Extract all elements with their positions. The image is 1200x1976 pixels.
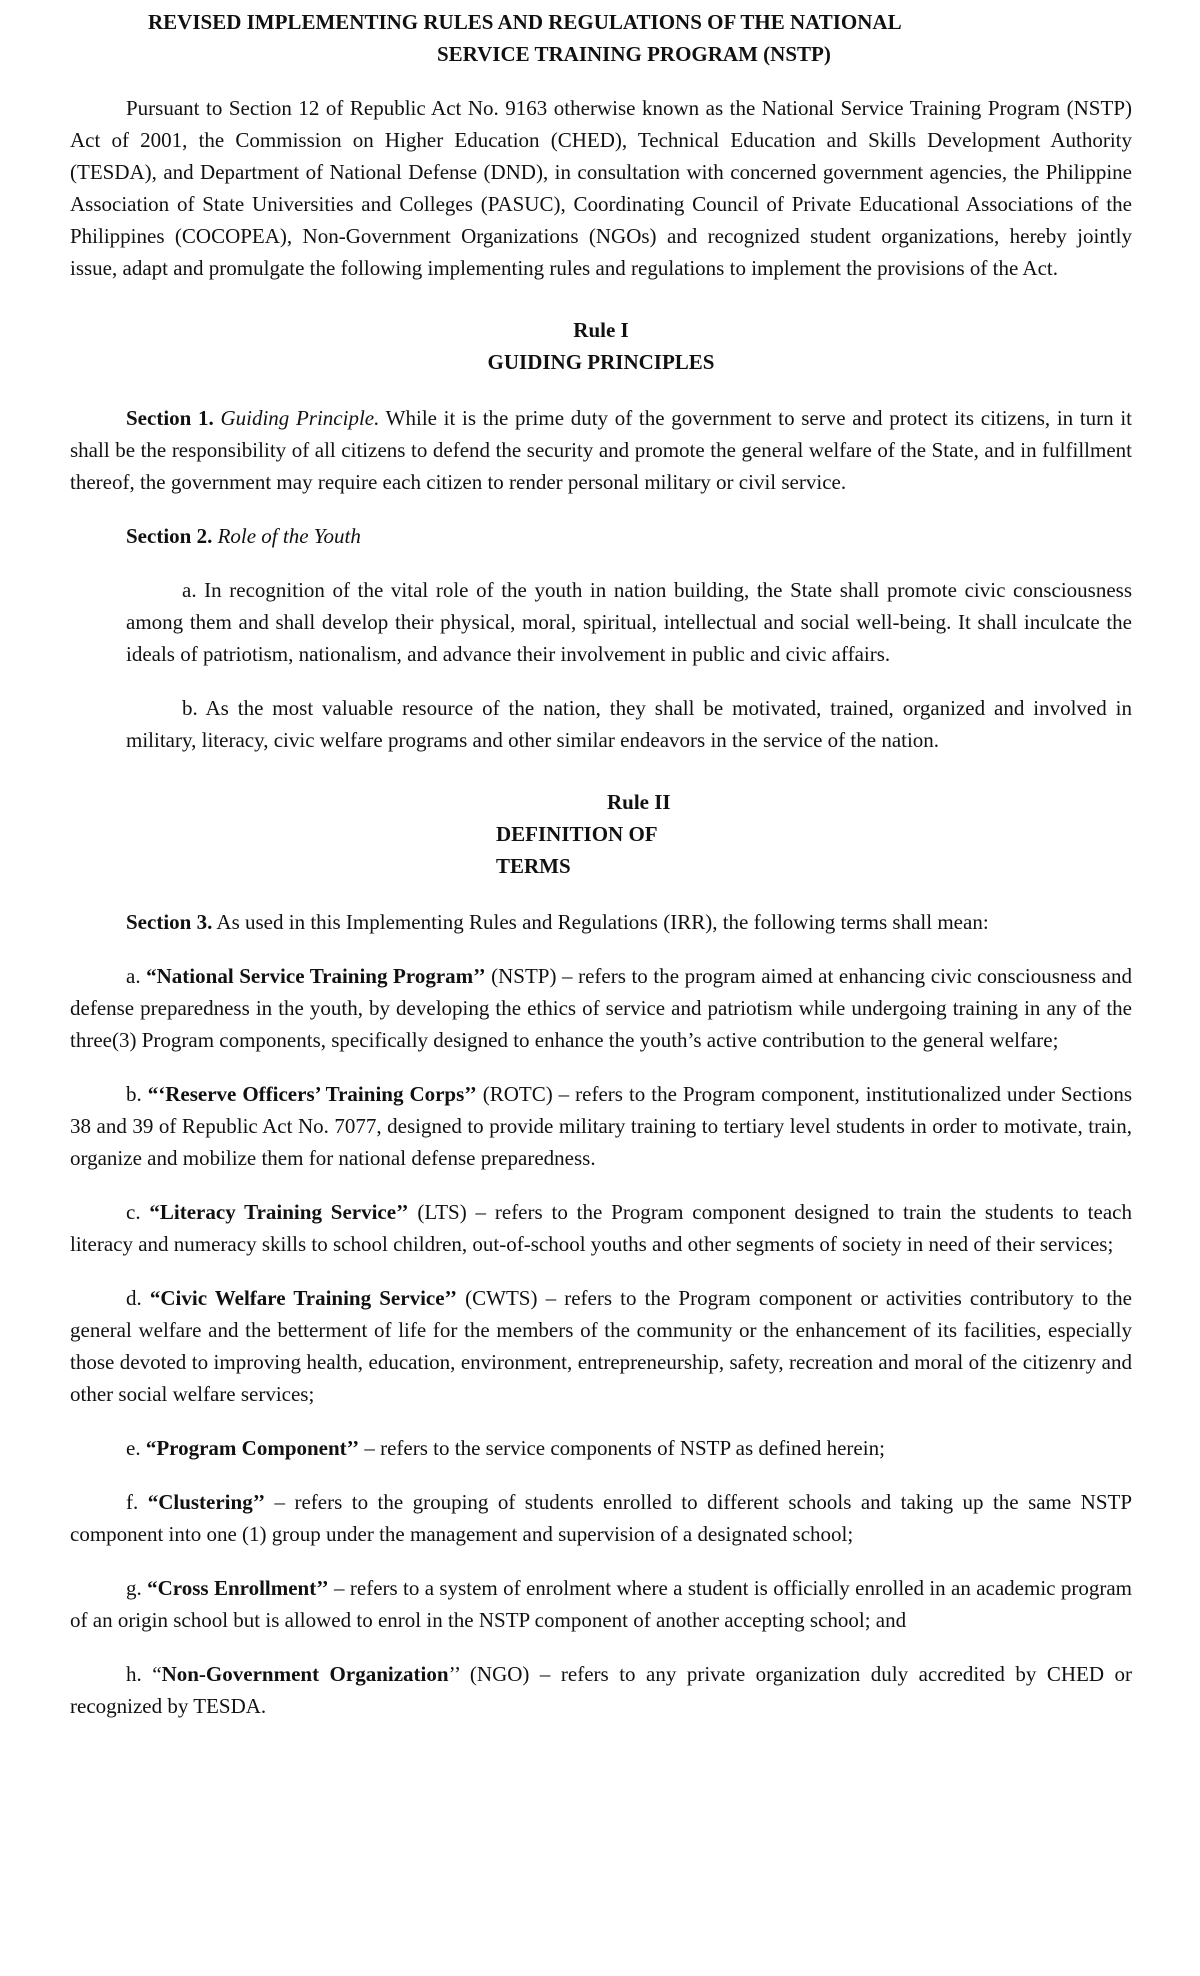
intro-paragraph: Pursuant to Section 12 of Republic Act No. 9163 otherwise known as the National Service Training Program (NSTP) Act of 2001, the Commission on Higher Education (CHED), Technical Education and Skills Development Authority (TESDA), and Department of National Defense (DND), in consultation with concerned government agencies, the Philippine Association of State Universities and Colleges (PASUC), Coordinating Council of Private Educational Associations of the Philippines (COCOPEA), Non-Government Organizations (NGOs) and recognized student organizations, hereby jointly issue, adapt and promulgate the following implementing rules and regulations to implement the provisions of the Act. [70,96,1132,280]
definition-c-prefix: c. [126,1200,150,1224]
section-1-heading: Guiding Principle. [220,406,380,430]
definition-b [70,1078,1132,1174]
section-1-label: Section 1. [126,406,214,430]
definition-h-prefix: h. “ [126,1662,162,1686]
definition-g [70,1572,1132,1636]
definition-g-prefix: g. [126,1576,148,1600]
definition-f [70,1486,1132,1550]
definition-d-text: (CWTS) – refers to the Program component or activities contributory to the general welfare and the betterment of life for the members of the community or the enhancement of its facilities, especially those devoted to improving health, education, environment, entrepreneurship, safety, recreation and moral of the citizenry and other social welfare services; [70,1286,1132,1406]
definition-b-text: (ROTC) – refers to the Program component, institutionalized under Sections 38 and 39 of Republic Act No. 7077, designed to provide military training to tertiary level students in order to motivate, train, organize and mobilize them for national defense preparedness. [70,1082,1132,1170]
definition-a-prefix: a. [126,964,147,988]
section-2-item-a: a. In recognition of the vital role of the youth in nation building, the State shall promote civic consciousness among them and shall develop their physical, moral, spiritual, intellectual and social well-being. It shall inculcate the ideals of patriotism, nationalism, and advance their involvement in public and civic affairs. [126,578,1132,666]
section-3-label: Section 3. [126,910,213,934]
rule-1-title: GUIDING PRINCIPLES [487,350,715,374]
definition-c-text: (LTS) – refers to the Program component designed to train the students to teach literacy and numeracy skills to school children, out-of-school youths and other segments of society in need of their services; [70,1200,1132,1256]
section-2-label: Section 2. [126,524,213,548]
rule-2-title-line-2: TERMS [496,854,571,878]
definition-c-term: “Literacy Training Service’’ [149,1200,409,1224]
section-3-text: As used in this Implementing Rules and Regulations (IRR), the following terms shall mean: [212,910,989,934]
definition-a-term: “National Service Training Program’’ [146,964,486,988]
section-2-heading: Role of the Youth [217,524,361,548]
definition-h-term: Non-Government Organization [161,1662,449,1686]
document-title-line-1: REVISED IMPLEMENTING RULES AND REGULATIONS OF THE NATIONAL [148,10,902,34]
rule-1-number: Rule I [573,318,629,342]
definition-a [70,960,1132,1056]
definition-f-term: “Clustering’’ [147,1490,266,1514]
definition-e-text: – refers to the service components of NSTP as defined herein; [359,1436,885,1460]
section-2-item-b: b. As the most valuable resource of the nation, they shall be motivated, trained, organized and involved in military, literacy, civic welfare programs and other similar endeavors in the service of the nation. [126,696,1132,752]
definition-a-text: (NSTP) – refers to the program aimed at enhancing civic consciousness and defense preparedness in the youth, by developing the ethics of service and patriotism while undergoing training in any of the three(3) Program components, specifically designed to enhance the youth’s active contribution to the general welfare; [70,964,1132,1052]
definition-e-prefix: e. [126,1436,146,1460]
definition-h-text: ’’ (NGO) – refers to any private organization duly accredited by CHED or recognized by TESDA. [70,1662,1132,1718]
definition-e [70,1432,1132,1464]
definition-b-prefix: b. [126,1082,148,1106]
document-title-line-2: SERVICE TRAINING PROGRAM (NSTP) [437,42,831,66]
rule-2-heading [70,786,1132,882]
section-1 [70,402,1132,498]
section-1-text: While it is the prime duty of the government to serve and protect its citizens, in turn it shall be the responsibility of all citizens to defend the security and promote the general welfare of the State, and in fulfillment thereof, the government may require each citizen to render personal military or civil service. [70,406,1133,494]
definition-f-prefix: f. [126,1490,148,1514]
section-3 [70,906,1132,938]
definition-d [70,1282,1132,1410]
rule-1-heading [70,314,1132,378]
definition-h [70,1658,1132,1722]
definition-c [70,1196,1132,1260]
definition-d-term: “Civic Welfare Training Service’’ [149,1286,457,1310]
rule-2-title-line-1: DEFINITION OF [496,822,658,846]
definition-b-term: “‘Reserve Officers’ Training Corps’’ [147,1082,477,1106]
rule-2-number: Rule II [607,790,671,814]
definition-g-term: “Cross Enrollment’’ [147,1576,329,1600]
definition-e-term: “Program Component’’ [145,1436,360,1460]
definition-d-prefix: d. [126,1286,150,1310]
definition-g-text: – refers to a system of enrolment where a student is officially enrolled in an academic program of an origin school but is allowed to enrol in the NSTP component of another accepting school; and [70,1576,1133,1632]
definition-f-text: – refers to the grouping of students enrolled to different schools and taking up the same NSTP component into one (1) group under the management and supervision of a designated school; [70,1490,1133,1546]
section-2 [70,520,1132,552]
